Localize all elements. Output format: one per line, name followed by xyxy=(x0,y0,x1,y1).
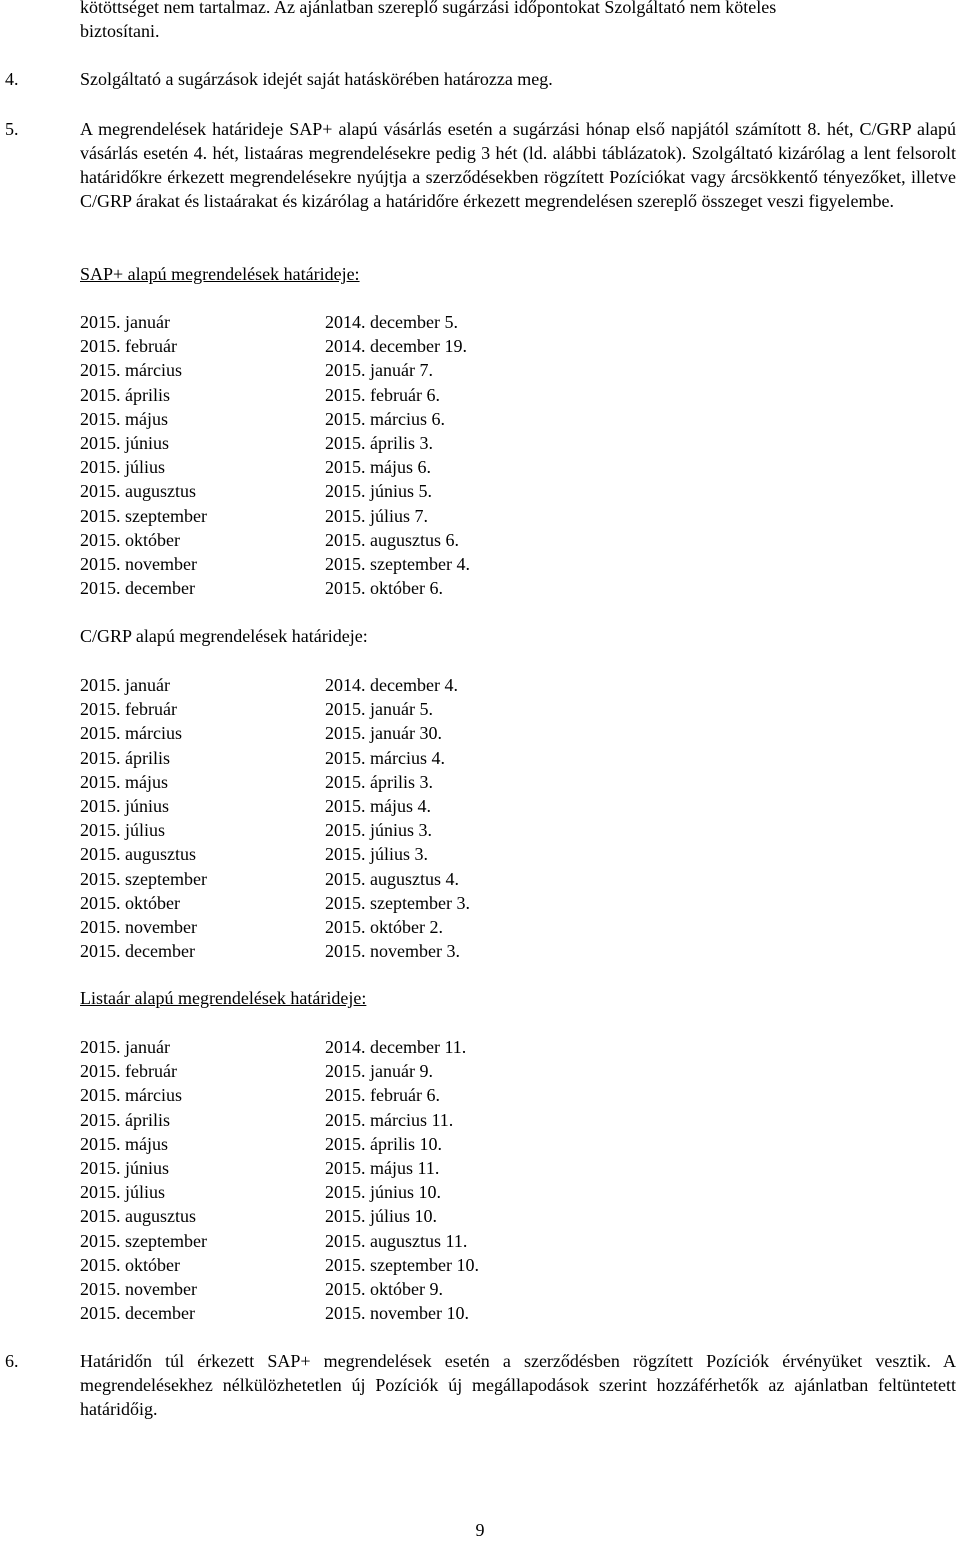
sap-heading: SAP+ alapú megrendelések határideje: xyxy=(80,264,360,284)
deadline-cell: 2015. augusztus 6. xyxy=(325,529,459,550)
item-5-text-part2: Szolgáltató kizárólag a lent felsorolt határidőkre érkezett megrendelésekre nyújtja a szerződésekben rögzített Pozíciókat vagy árcsökkentő tényezőket, illetve C/GRP árakat és listaárakat és kizárólag a határidőre érkezett megrendelésen szereplő összeget veszi figyelembe. xyxy=(80,143,956,211)
continuation-paragraph xyxy=(80,0,956,43)
table-row xyxy=(80,1301,479,1325)
month-cell: 2015. május xyxy=(80,408,168,429)
table-row xyxy=(80,455,470,479)
deadline-cell: 2015. október 9. xyxy=(325,1278,443,1299)
table-row xyxy=(80,818,470,842)
table-row xyxy=(80,867,470,891)
item-4-number: 4. xyxy=(5,69,19,89)
table-row xyxy=(80,721,470,745)
deadline-cell: 2015. január 7. xyxy=(325,360,433,381)
item-5-number: 5. xyxy=(5,119,19,139)
table-row xyxy=(80,310,470,334)
table-row xyxy=(80,431,470,455)
table-row xyxy=(80,504,470,528)
month-cell: 2015. augusztus xyxy=(80,1206,196,1227)
deadline-cell: 2014. december 11. xyxy=(325,1037,467,1057)
deadline-cell: 2014. december 19. xyxy=(325,336,467,357)
month-cell: 2015. október xyxy=(80,529,180,550)
deadline-cell: 2015. június 5. xyxy=(325,481,433,502)
deadline-cell: 2015. május 4. xyxy=(325,795,431,816)
table-row xyxy=(80,407,470,431)
deadline-cell: 2015. január 30. xyxy=(325,723,442,744)
deadline-cell: 2015. szeptember 10. xyxy=(325,1254,479,1275)
table-row xyxy=(80,1108,479,1132)
deadline-cell: 2015. november 3. xyxy=(325,941,460,962)
month-cell: 2015. január xyxy=(80,312,170,332)
page-number: 9 xyxy=(475,1520,485,1540)
month-cell: 2015. május xyxy=(80,1133,168,1154)
table-row xyxy=(80,770,470,794)
deadline-cell: 2015. augusztus 11. xyxy=(325,1230,468,1251)
deadline-cell: 2015. február 6. xyxy=(325,1085,440,1106)
month-cell: 2015. július xyxy=(80,1182,166,1203)
continuation-line-2: biztosítani. xyxy=(80,21,160,41)
month-cell: 2015. november xyxy=(80,553,197,574)
cgrp-heading: C/GRP alapú megrendelések határideje: xyxy=(80,626,368,646)
table-row xyxy=(80,746,470,770)
item-6-text: Határidőn túl érkezett SAP+ megrendelések esetén a szerződésben rögzített Pozíciók érvényüket vesztik. A megrendelésekhez nélkülözhetetlen új Pozíciók új megállapodások szerint hozzáférhetők az ajánlatban feltüntetett határidőig. xyxy=(80,1351,956,1419)
month-cell: 2015. november xyxy=(80,916,197,937)
listaar-heading: Listaár alapú megrendelések határideje: xyxy=(80,988,367,1008)
cgrp-deadline-table xyxy=(80,673,470,963)
deadline-cell: 2015. április 3. xyxy=(325,432,433,453)
month-cell: 2015. március xyxy=(80,723,182,744)
deadline-cell: 2015. szeptember 3. xyxy=(325,892,470,913)
month-cell: 2015. június xyxy=(80,1157,170,1178)
month-cell: 2015. július xyxy=(80,457,166,478)
deadline-cell: 2015. november 10. xyxy=(325,1303,469,1324)
item-5-text xyxy=(80,117,956,213)
table-row xyxy=(80,528,470,552)
deadline-cell: 2015. március 6. xyxy=(325,408,445,429)
month-cell: 2015. december xyxy=(80,578,195,599)
table-row xyxy=(80,842,470,866)
month-cell: 2015. szeptember xyxy=(80,505,207,526)
month-cell: 2015. április xyxy=(80,1109,170,1130)
month-cell: 2015. június xyxy=(80,795,170,816)
deadline-cell: 2015. október 2. xyxy=(325,916,443,937)
month-cell: 2015. március xyxy=(80,360,182,381)
table-row xyxy=(80,576,470,600)
listaar-deadline-table xyxy=(80,1035,479,1325)
table-row xyxy=(80,939,470,963)
month-cell: 2015. április xyxy=(80,384,170,405)
table-row xyxy=(80,383,470,407)
item-5-text-part1: A megrendelések határideje SAP+ alapú vásárlás esetén a sugárzási hónap első napjától számított 8. hét, C/GRP alapú vásárlás esetén 4. hét, listaáras megrendelésekre pedig 3 hét (ld. alábbi táblázatok). xyxy=(80,119,956,163)
month-cell: 2015. augusztus xyxy=(80,481,196,502)
month-cell: 2015. június xyxy=(80,432,170,453)
month-cell: 2015. április xyxy=(80,747,170,768)
deadline-cell: 2015. január 5. xyxy=(325,699,433,720)
deadline-cell: 2015. január 9. xyxy=(325,1061,433,1082)
table-row xyxy=(80,358,470,382)
table-row xyxy=(80,1229,479,1253)
month-cell: 2015. december xyxy=(80,941,195,962)
deadline-cell: 2014. december 5. xyxy=(325,312,458,332)
table-row xyxy=(80,1156,479,1180)
table-row xyxy=(80,1253,479,1277)
table-row xyxy=(80,1132,479,1156)
month-cell: 2015. október xyxy=(80,1254,180,1275)
deadline-cell: 2015. július 3. xyxy=(325,844,429,865)
table-row xyxy=(80,673,470,697)
deadline-cell: 2015. augusztus 4. xyxy=(325,868,459,889)
month-cell: 2015. február xyxy=(80,336,177,357)
table-row xyxy=(80,1277,479,1301)
month-cell: 2015. október xyxy=(80,892,180,913)
month-cell: 2015. november xyxy=(80,1278,197,1299)
deadline-cell: 2015. június 3. xyxy=(325,820,433,841)
deadline-cell: 2015. május 6. xyxy=(325,457,431,478)
month-cell: 2015. február xyxy=(80,1061,177,1082)
month-cell: 2015. december xyxy=(80,1303,195,1324)
table-row xyxy=(80,794,470,818)
table-row xyxy=(80,1204,479,1228)
deadline-cell: 2015. október 6. xyxy=(325,578,443,599)
deadline-cell: 2015. június 10. xyxy=(325,1182,442,1203)
table-row xyxy=(80,1083,479,1107)
deadline-cell: 2015. április 3. xyxy=(325,771,433,792)
table-row xyxy=(80,479,470,503)
table-row xyxy=(80,891,470,915)
deadline-cell: 2015. május 11. xyxy=(325,1157,440,1178)
month-cell: 2015. január xyxy=(80,1037,170,1057)
item-6-number: 6. xyxy=(5,1351,19,1371)
month-cell: 2015. február xyxy=(80,699,177,720)
month-cell: 2015. szeptember xyxy=(80,1230,207,1251)
table-row xyxy=(80,1035,479,1059)
item-4-text: Szolgáltató a sugárzások idejét saját hatáskörében határozza meg. xyxy=(80,69,553,89)
table-row xyxy=(80,1180,479,1204)
month-cell: 2015. május xyxy=(80,771,168,792)
deadline-cell: 2014. december 4. xyxy=(325,675,458,695)
table-row xyxy=(80,1059,479,1083)
month-cell: 2015. szeptember xyxy=(80,868,207,889)
table-row xyxy=(80,697,470,721)
continuation-line-1: kötöttséget nem tartalmaz. Az ajánlatban szereplő sugárzási időpontokat Szolgáltató nem köteles xyxy=(80,0,777,17)
table-row xyxy=(80,552,470,576)
month-cell: 2015. július xyxy=(80,820,166,841)
month-cell: 2015. március xyxy=(80,1085,182,1106)
table-row xyxy=(80,915,470,939)
deadline-cell: 2015. február 6. xyxy=(325,384,440,405)
deadline-cell: 2015. szeptember 4. xyxy=(325,553,470,574)
deadline-cell: 2015. július 7. xyxy=(325,505,429,526)
month-cell: 2015. augusztus xyxy=(80,844,196,865)
sap-deadline-table xyxy=(80,310,470,600)
deadline-cell: 2015. április 10. xyxy=(325,1133,442,1154)
deadline-cell: 2015. március 4. xyxy=(325,747,445,768)
deadline-cell: 2015. március 11. xyxy=(325,1109,454,1130)
month-cell: 2015. január xyxy=(80,675,170,695)
deadline-cell: 2015. július 10. xyxy=(325,1206,438,1227)
table-row xyxy=(80,334,470,358)
